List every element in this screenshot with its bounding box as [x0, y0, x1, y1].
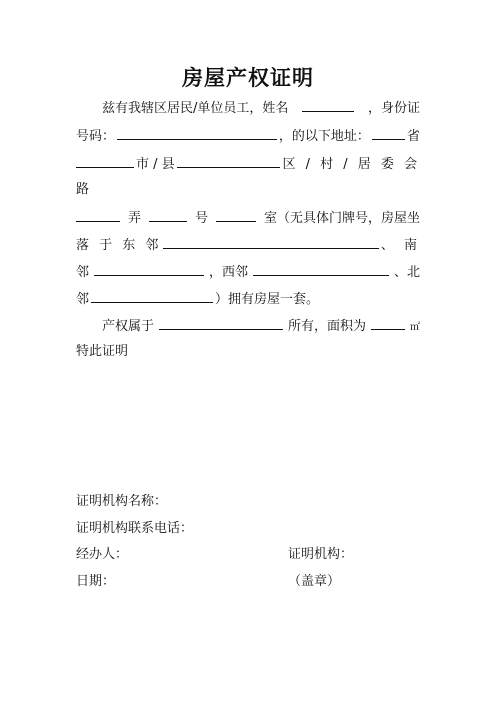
- text-address-label: ，的以下地址：: [278, 129, 370, 144]
- east-neighbor-field[interactable]: [163, 233, 378, 249]
- province-field[interactable]: [372, 124, 405, 140]
- paragraph-line-6: [76, 233, 420, 257]
- paragraph-line-9: [76, 314, 420, 338]
- room-field[interactable]: [216, 206, 256, 222]
- paragraph-line-2: [76, 124, 420, 148]
- south-neighbor-field[interactable]: [94, 260, 204, 276]
- paragraph-line-3: [76, 152, 420, 176]
- text-province: 省: [406, 129, 420, 144]
- lane-field[interactable]: [76, 206, 120, 222]
- paragraph-line-4: [76, 178, 420, 202]
- document-title: 房屋产权证明: [182, 65, 314, 90]
- text-house-owned: ）拥有房屋一套。: [215, 292, 320, 307]
- paragraph-line-10: [76, 340, 420, 364]
- district-field[interactable]: [177, 152, 281, 168]
- owner-field[interactable]: [159, 314, 283, 330]
- paragraph-line-8: [76, 287, 420, 311]
- text-area: 所有，面积为: [287, 319, 366, 334]
- text-district: 区 / 村 / 居 委 会: [282, 157, 420, 172]
- text-id-label: ，身份证: [367, 101, 420, 116]
- org-phone-label: 证明机构联系电话：: [76, 521, 194, 536]
- paragraph-line-1: [76, 96, 420, 120]
- text-city: 市 / 县: [136, 157, 175, 172]
- text-owner: 产权属于: [102, 319, 155, 334]
- text-lane: 弄: [127, 211, 141, 226]
- text-road: 路: [76, 182, 90, 197]
- text-number: 号: [194, 211, 208, 226]
- id-number-field[interactable]: [117, 124, 277, 140]
- text-north-neighbor: 邻: [76, 292, 90, 307]
- text-east: 落 于 东 邻: [76, 238, 162, 253]
- handler-label: 经办人：: [76, 547, 129, 562]
- city-field[interactable]: [76, 152, 134, 168]
- north-neighbor-field[interactable]: [91, 287, 213, 303]
- text-intro: 兹有我辖区居民/单位员工，姓名: [102, 101, 289, 116]
- text-west: ，西邻: [208, 265, 248, 280]
- text-south: 、 南: [380, 238, 420, 253]
- paragraph-line-7: [76, 260, 420, 284]
- text-south-neighbor: 邻: [76, 265, 90, 280]
- number-field[interactable]: [149, 206, 187, 222]
- name-field[interactable]: [302, 96, 354, 112]
- seal-label: （盖章）: [288, 574, 341, 589]
- area-field[interactable]: [371, 314, 405, 330]
- date-label: 日期：: [76, 574, 116, 589]
- paragraph-line-5: [76, 206, 420, 230]
- west-neighbor-field[interactable]: [253, 260, 389, 276]
- text-north: 、北: [393, 265, 420, 280]
- org-name-label: 证明机构名称：: [76, 494, 168, 509]
- text-area-unit: ㎡: [409, 322, 420, 333]
- org-label: 证明机构：: [288, 547, 354, 562]
- text-room: 室（无具体门牌号，房屋坐: [263, 211, 420, 226]
- text-hereby-certify: 特此证明: [76, 344, 129, 359]
- text-id-number-label: 号码：: [76, 129, 116, 144]
